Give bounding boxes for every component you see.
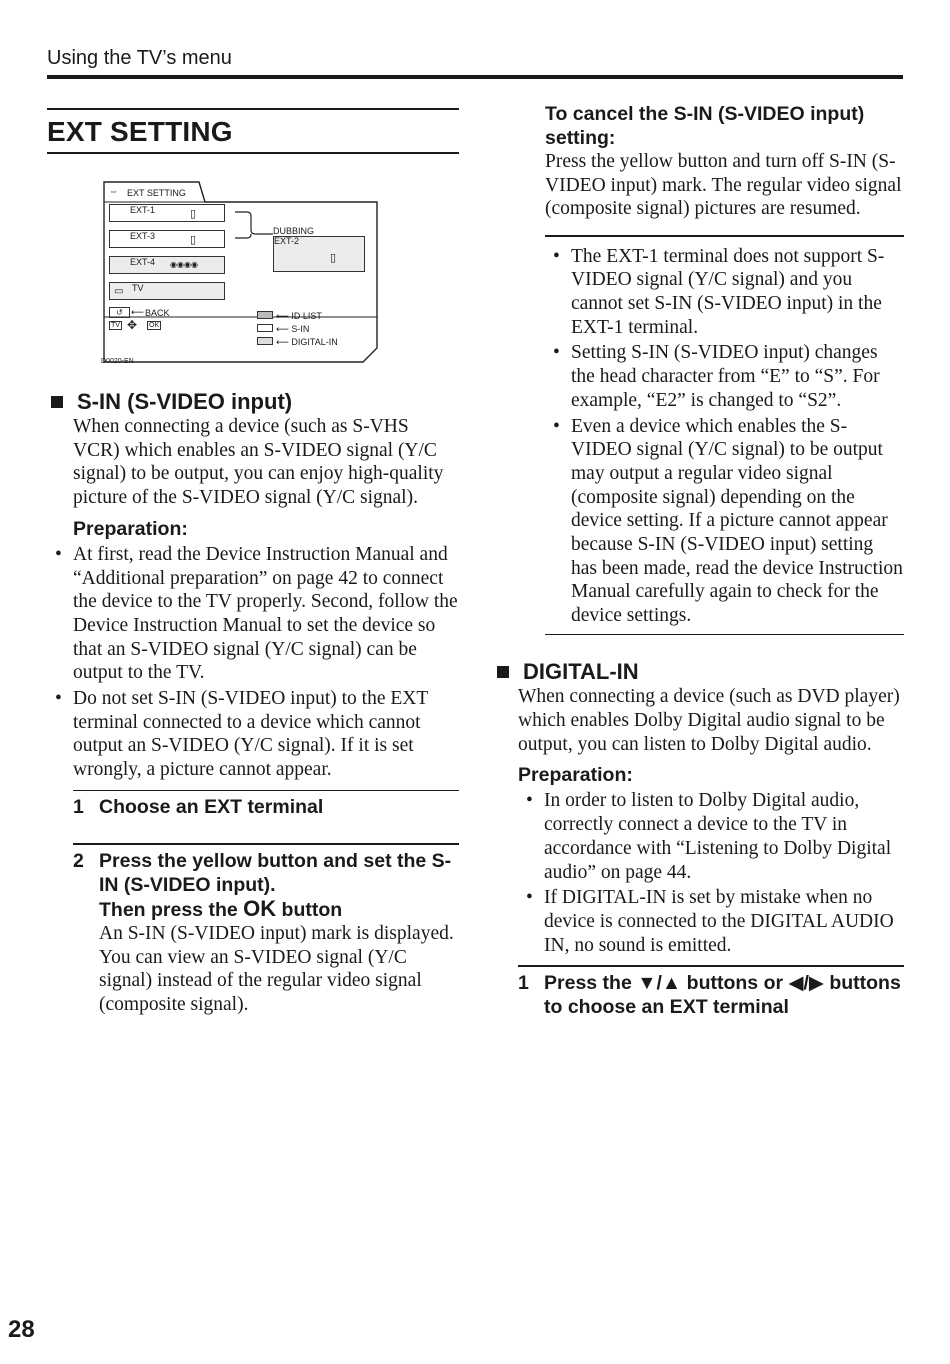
page-title: EXT SETTING (47, 116, 233, 147)
page-number: 28 (8, 1316, 35, 1343)
down-up-arrows-icon: ▼/▲ (637, 971, 682, 994)
connector-icon: ▯ (190, 234, 197, 246)
header-rule (47, 75, 903, 79)
section-bullet-icon (497, 666, 509, 678)
menu-screen-figure (101, 174, 401, 369)
running-header: Using the TV’s menu (47, 47, 232, 69)
left-right-arrows-icon: ◀/▶ (788, 971, 824, 994)
digital-step-1: 1 Press the ▼/▲ buttons or ◀/▶ buttons to choose an EXT terminal (518, 971, 901, 1018)
menu-tab-icon: ⇔ (109, 186, 118, 196)
list-item: • In order to listen to Dolby Digital audio, correctly connect a device to the TV in accordance with “Listening to Dolby Digital audio” on page 44. (526, 790, 892, 883)
list-item: • If DIGITAL-IN is set by mistake when no device is connected to the DIGITAL AUDIO IN, no sound is emitted. (526, 887, 894, 956)
right-column (518, 102, 904, 1019)
list-item: • Even a device which enables the S-VIDEO signal (Y/C signal) to be output may output a regular video signal (composite signal) depending on the device setting. If a picture cannot appear because S-IN (S-VIDEO input) setting has been made, read the device Instruction Manual carefully again to check for the device settings. (553, 415, 903, 627)
sin-intro: When connecting a device (such as S-VHS VCR) which enables an S-VIDEO signal (Y/C signal) to be output, you can enjoy high-quality picture of the S-VIDEO signal (Y/C signal). (73, 416, 444, 509)
cancel-body: Press the yellow button and turn off S-IN (S-VIDEO input) mark. The regular video signal (composite signal) pictures are resumed. (545, 151, 902, 220)
digital-section (518, 659, 904, 1019)
left-column (47, 108, 459, 1017)
list-item: • Setting S-IN (S-VIDEO input) changes the head character from “E” to “S”. For example, “E2” is changed to “S2”. (553, 342, 880, 411)
back-label: BACK (145, 308, 170, 318)
sin-heading: S-IN (S-VIDEO input) (47, 389, 459, 415)
dubbing-target-box: EXT-2 ▯ (273, 236, 365, 272)
notes-list (518, 245, 904, 628)
digital-heading: DIGITAL-IN (493, 659, 904, 685)
sin-prep-list (47, 543, 459, 782)
back-arrow-icon: ⟵ (131, 307, 144, 317)
menu-item-ext1: EXT-1 ▯ (109, 204, 225, 222)
legend-swatch (257, 311, 273, 319)
menu-item-ext4: EXT-4 ◉◉◉◉ (109, 256, 225, 274)
sin-step-2-body: An S-IN (S-VIDEO input) mark is displayed. You can view an S-VIDEO signal (Y/C signal) instead of the regular video signal (composite signal). (99, 922, 454, 1015)
section-bullet-icon (51, 396, 63, 408)
tv-key: TV (111, 322, 120, 329)
ok-button-glyph: OK (243, 895, 277, 921)
menu-tab-label: EXT SETTING (127, 188, 186, 198)
legend-swatch (257, 324, 273, 332)
step-divider (73, 790, 459, 792)
connector-icon: ▯ (330, 252, 337, 264)
notes-rule-top (545, 235, 904, 237)
sin-step-2: 2 Press the yellow button and set the S-IN (S-VIDEO input). Then press the OK button (73, 849, 452, 921)
digital-prep-heading: Preparation: (518, 764, 633, 787)
list-item: • The EXT-1 terminal does not support S-VIDEO signal (Y/C signal) and you cannot set S-IN (S-VIDEO input) in the EXT-1 terminal. (553, 245, 885, 338)
menu-item-tv: ▭ TV (109, 282, 225, 300)
figure-code: D0020-EN (101, 358, 134, 365)
cancel-heading: To cancel the S-IN (S-VIDEO input) setting: (545, 103, 865, 149)
list-item: • Do not set S-IN (S-VIDEO input) to the EXT terminal connected to a device which cannot output an S-VIDEO (Y/C signal). If it is set wrongly, a picture cannot appear. (55, 688, 428, 781)
digital-intro: When connecting a device (such as DVD player) which enables Dolby Digital audio signal to be output, you can listen to Dolby Digital audio. (518, 686, 900, 755)
legend-swatch (257, 337, 273, 345)
ok-key: OK (149, 322, 160, 329)
sin-prep-heading: Preparation: (73, 517, 188, 540)
sin-step-1: 1 Choose an EXT terminal (73, 796, 324, 819)
sin-section (47, 389, 459, 1017)
rca-jacks-icon: ◉◉◉◉ (170, 260, 198, 269)
dpad-icon: ✥ (127, 318, 138, 332)
step-divider (73, 843, 459, 845)
back-key-icon: ↺ (109, 307, 130, 318)
dubbing-label: DUBBING (273, 226, 315, 236)
step-divider (518, 965, 904, 967)
connector-icon: ▯ (190, 208, 197, 220)
notes-rule-bottom (545, 634, 904, 636)
menu-item-ext3: EXT-3 ▯ (109, 230, 225, 248)
list-item: • At first, read the Device Instruction Manual and “Additional preparation” on page 42 to connect the device to the TV properly. Second, follow the Device Instruction Manual to set the device so that an S-VIDEO signal (Y/C signal) can be output to the TV. (55, 543, 458, 684)
color-legend: ⟵ ID LIST ⟵ S-IN ⟵ DIGITAL-IN (257, 310, 338, 349)
title-rule-bottom (47, 152, 459, 154)
tv-icon: ▭ (114, 286, 124, 297)
title-rule-top (47, 108, 459, 110)
digital-prep-list (518, 789, 904, 957)
